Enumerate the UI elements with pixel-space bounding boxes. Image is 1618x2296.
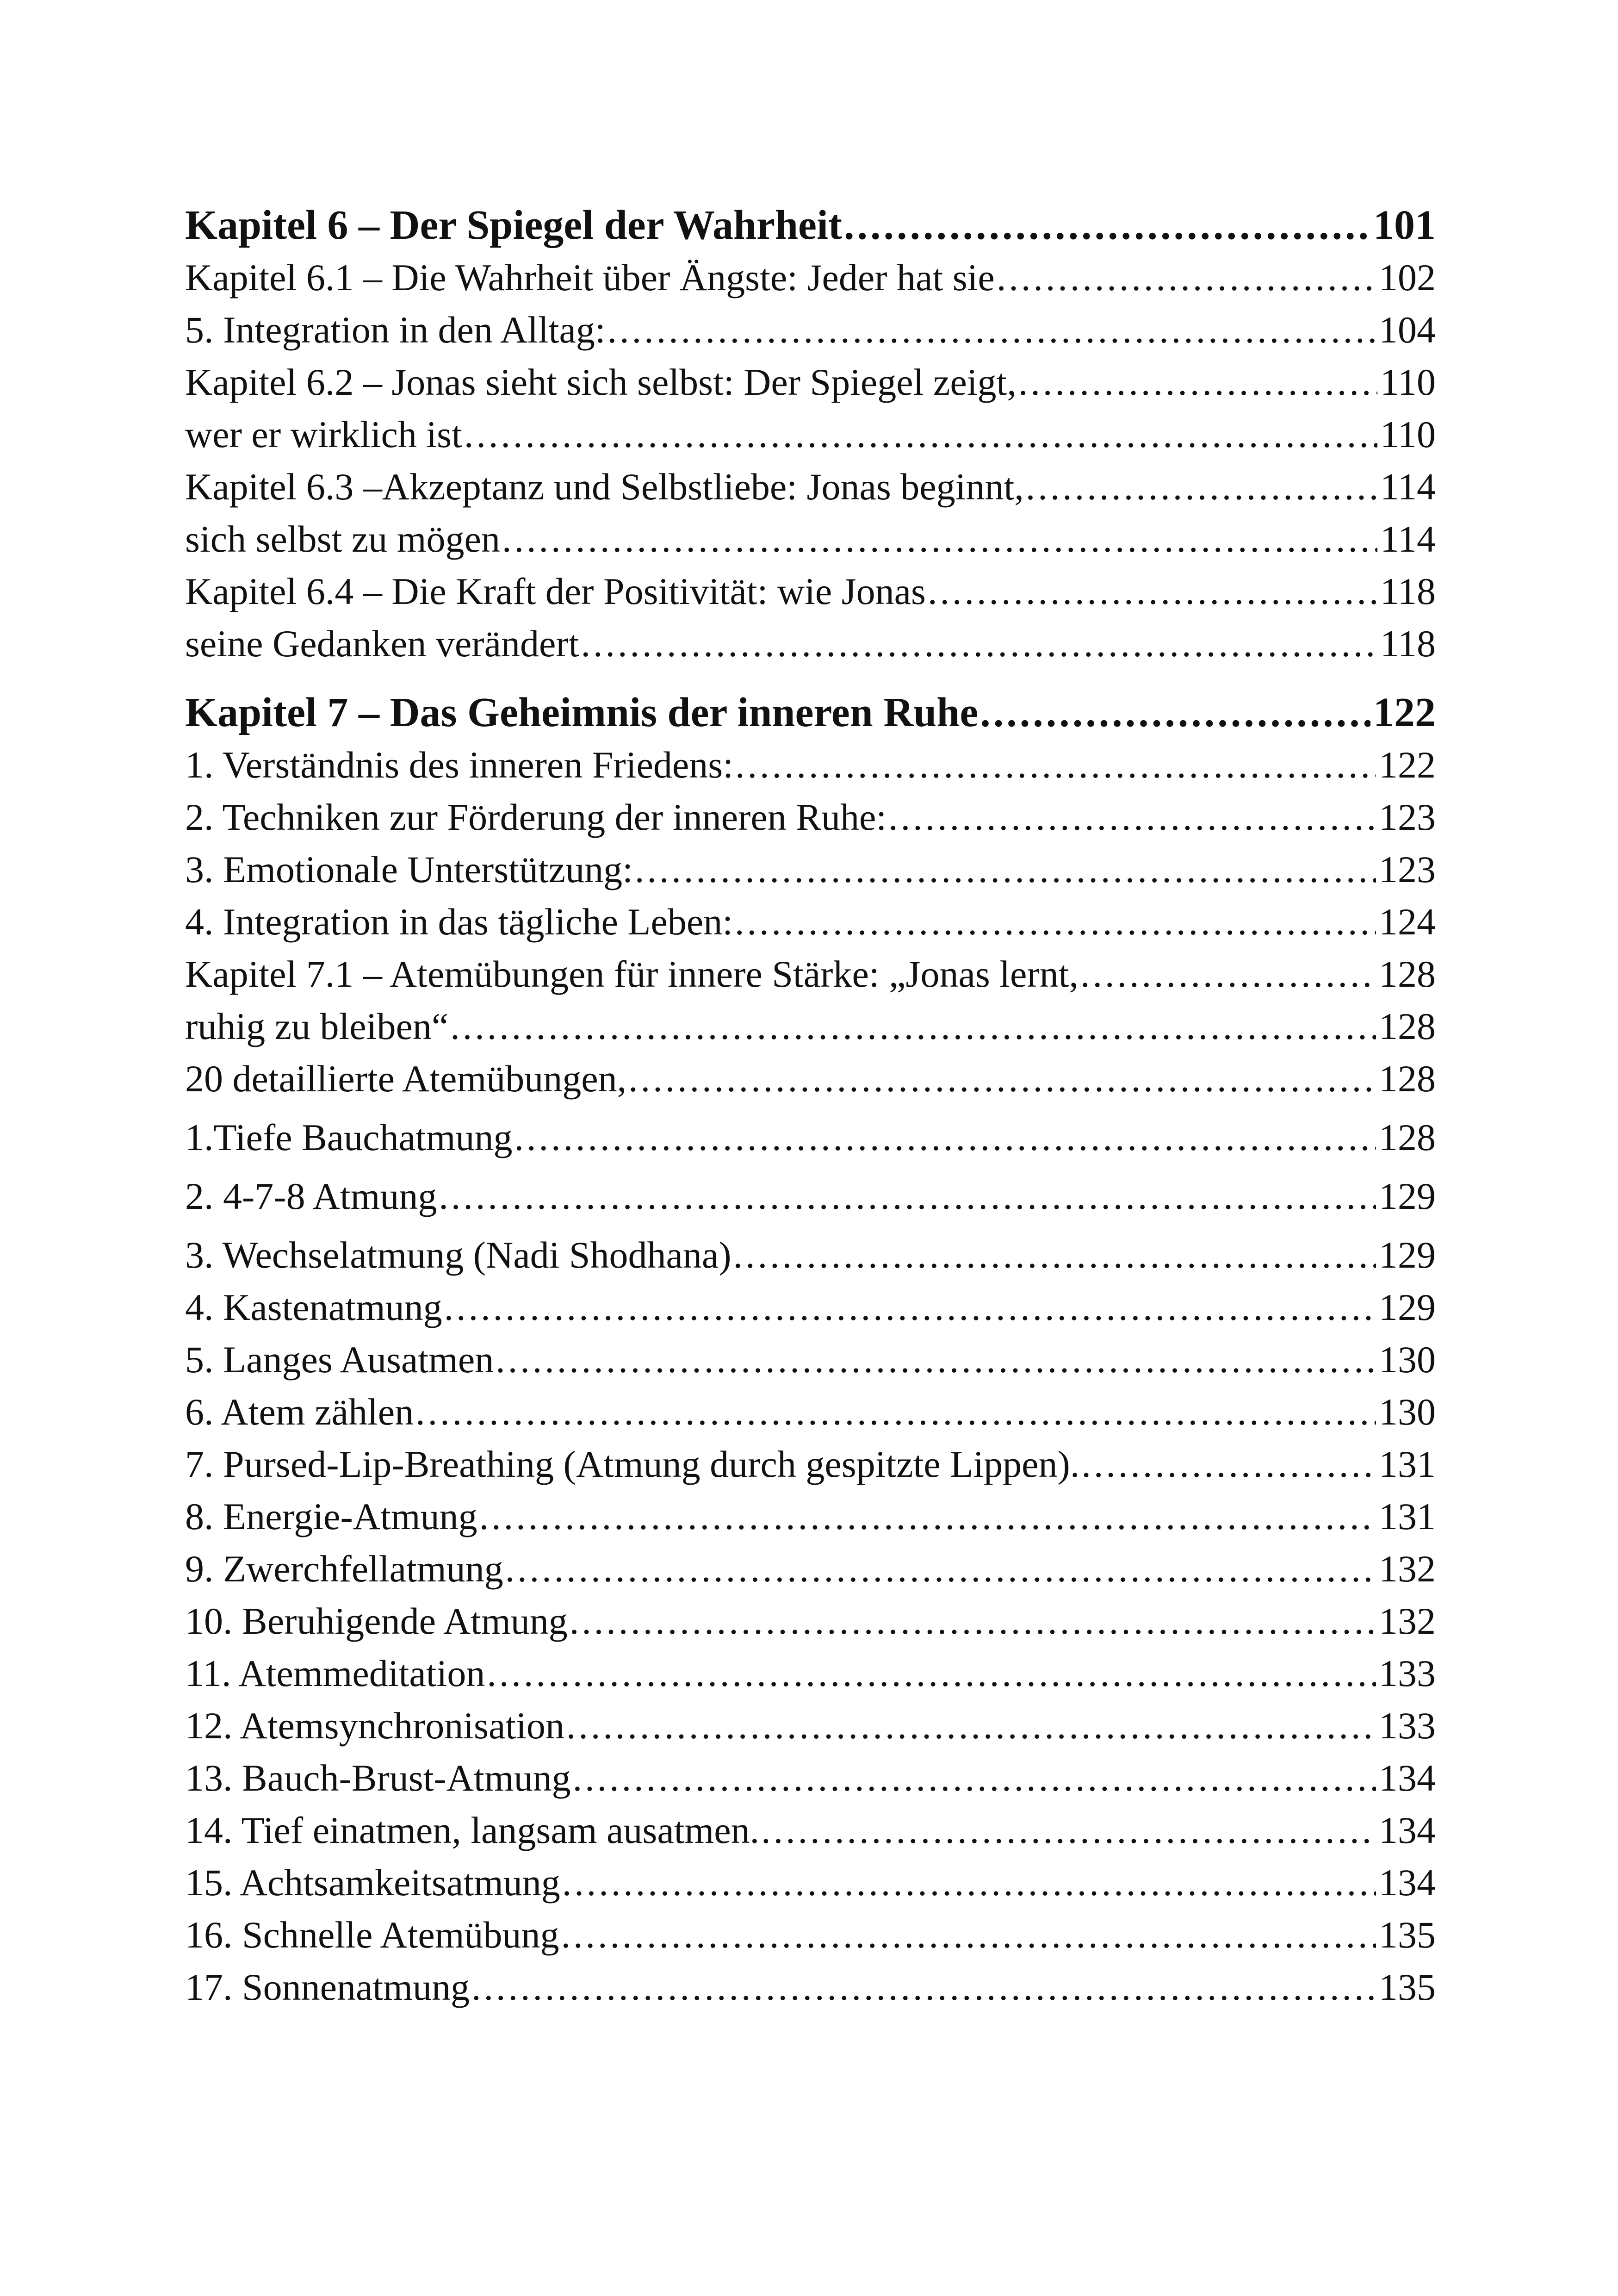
dot-leader — [415, 1386, 1376, 1438]
toc-page-number: 129 — [1379, 1234, 1436, 1276]
toc-page-number: 110 — [1380, 361, 1436, 403]
toc-page-number: 118 — [1380, 622, 1436, 665]
toc-entry-title: Kapitel 6.1 – Die Wahrheit über Ängste: Jeder hat sie — [185, 256, 995, 299]
dot-leader — [1018, 356, 1377, 408]
toc-entry-title: 15. Achtsamkeitsatmung — [185, 1861, 560, 1904]
toc-entry-title: 9. Zwerchfellatmung — [185, 1548, 503, 1590]
toc-entry[interactable] — [185, 1386, 1436, 1438]
dot-leader — [1081, 1438, 1376, 1490]
toc-entry-title: 13. Bauch-Brust-Atmung — [185, 1757, 571, 1799]
toc-page-number: 114 — [1380, 518, 1436, 560]
dot-leader — [928, 565, 1377, 617]
toc-entry[interactable] — [185, 1052, 1436, 1105]
toc-page-number: 134 — [1379, 1861, 1436, 1904]
dot-leader — [515, 1111, 1376, 1164]
toc-entry[interactable] — [185, 1490, 1436, 1543]
toc-page-number: 133 — [1379, 1652, 1436, 1694]
dot-leader — [608, 304, 1376, 356]
toc-entry[interactable] — [185, 1000, 1436, 1052]
toc-entry-title: seine Gedanken verändert — [185, 622, 579, 665]
dot-leader — [735, 739, 1376, 791]
toc-entry-title: 10. Beruhigende Atmung — [185, 1600, 568, 1642]
toc-page-number: 134 — [1379, 1809, 1436, 1851]
toc-page-number: 135 — [1379, 1914, 1436, 1956]
toc-entry-title: 14. Tief einatmen, langsam ausatmen. — [185, 1809, 760, 1851]
dot-leader — [450, 1000, 1376, 1052]
toc-entry-title: 7. Pursed-Lip-Breathing (Atmung durch gespitzte Lippen). — [185, 1443, 1080, 1485]
toc-entry-title: 12. Atemsynchronisation — [185, 1705, 564, 1747]
toc-entry[interactable] — [185, 1229, 1436, 1281]
toc-page-number: 123 — [1379, 848, 1436, 890]
toc-page-number: 135 — [1379, 1966, 1436, 2008]
toc-entry-title: 5. Integration in den Alltag: — [185, 309, 606, 351]
toc-page-number: 131 — [1379, 1443, 1436, 1485]
toc-entry[interactable] — [185, 1856, 1436, 1909]
toc-page-number: 122 — [1379, 744, 1436, 786]
toc-entry-title: 5. Langes Ausatmen — [185, 1338, 494, 1381]
dot-leader — [844, 199, 1370, 251]
toc-entry[interactable] — [185, 304, 1436, 356]
dot-leader — [761, 1804, 1376, 1856]
toc-entry-title: 16. Schnelle Atemübung — [185, 1914, 559, 1956]
toc-entry[interactable] — [185, 1438, 1436, 1490]
toc-page-number: 102 — [1379, 256, 1436, 299]
toc-page-number: 101 — [1373, 202, 1436, 248]
toc-page-number: 132 — [1379, 1548, 1436, 1590]
toc-entry-title: 20 detaillierte Atemübungen, — [185, 1058, 627, 1100]
toc-entry[interactable] — [185, 1595, 1436, 1647]
dot-leader — [581, 617, 1377, 670]
toc-page-number: 124 — [1379, 901, 1436, 943]
toc-entry[interactable] — [185, 251, 1436, 304]
dot-leader — [733, 1229, 1376, 1281]
toc-entry-title: Kapitel 7.1 – Atemübungen für innere Stärke: „Jonas lernt, — [185, 953, 1079, 995]
toc-entry-title: 2. Techniken zur Förderung der inneren Ruhe: — [185, 796, 887, 838]
toc-page-number: 128 — [1379, 1116, 1436, 1158]
toc-entry-title: 17. Sonnenatmung — [185, 1966, 470, 2008]
toc-entry-title: 3. Wechselatmung (Nadi Shodhana) — [185, 1234, 732, 1276]
toc-page-number: 122 — [1373, 690, 1436, 735]
toc-entry-title: Kapitel 7 – Das Geheimnis der inneren Ruhe — [185, 690, 979, 735]
dot-leader — [635, 843, 1376, 896]
toc-entry-title: 3. Emotionale Unterstützung: — [185, 848, 633, 890]
toc-chapter-6[interactable] — [185, 199, 1436, 251]
dot-leader — [502, 513, 1377, 565]
toc-entry-title: wer er wirklich ist — [185, 413, 462, 455]
table-of-contents — [185, 199, 1436, 2013]
toc-page-number: 132 — [1379, 1600, 1436, 1642]
dot-leader — [573, 1752, 1376, 1804]
dot-leader — [496, 1333, 1376, 1386]
toc-entry[interactable] — [185, 791, 1436, 843]
toc-page-number: 133 — [1379, 1705, 1436, 1747]
toc-entry[interactable] — [185, 1170, 1436, 1222]
toc-entry[interactable] — [185, 513, 1436, 565]
toc-entry[interactable] — [185, 1543, 1436, 1595]
toc-entry-title: 1.Tiefe Bauchatmung — [185, 1116, 513, 1158]
toc-page-number: 123 — [1379, 796, 1436, 838]
toc-entry-title: 4. Kastenatmung — [185, 1286, 442, 1328]
dot-leader — [505, 1543, 1376, 1595]
toc-page-number: 104 — [1379, 309, 1436, 351]
toc-entry-title: Kapitel 6.3 –Akzeptanz und Selbstliebe: Jonas beginnt, — [185, 466, 1024, 508]
dot-leader — [561, 1909, 1376, 1961]
dot-leader — [997, 251, 1376, 304]
toc-entry-title: 6. Atem zählen — [185, 1391, 414, 1433]
toc-entry[interactable] — [185, 1647, 1436, 1699]
dot-leader — [471, 1961, 1376, 2013]
toc-entry[interactable] — [185, 408, 1436, 460]
toc-entry-title: Kapitel 6.4 – Die Kraft der Positivität: wie Jonas — [185, 570, 926, 612]
dot-leader — [479, 1490, 1376, 1543]
toc-entry[interactable] — [185, 356, 1436, 408]
toc-page-number: 130 — [1379, 1391, 1436, 1433]
toc-page-number: 130 — [1379, 1338, 1436, 1381]
toc-page-number: 129 — [1379, 1175, 1436, 1217]
dot-leader — [570, 1595, 1376, 1647]
dot-leader — [628, 1052, 1376, 1105]
toc-entry-title: 11. Atemmeditation — [185, 1652, 485, 1694]
toc-entry[interactable] — [185, 617, 1436, 670]
toc-page-number: 128 — [1379, 1058, 1436, 1100]
toc-entry-title: ruhig zu bleiben“ — [185, 1005, 449, 1047]
toc-entry-title: sich selbst zu mögen — [185, 518, 500, 560]
toc-page-number: 129 — [1379, 1286, 1436, 1328]
dot-leader — [735, 896, 1376, 948]
toc-entry[interactable] — [185, 739, 1436, 791]
toc-page-number: 128 — [1379, 953, 1436, 995]
toc-entry[interactable] — [185, 1752, 1436, 1804]
toc-page-number: 110 — [1380, 413, 1436, 455]
toc-entry-title: 4. Integration in das tägliche Leben: — [185, 901, 733, 943]
dot-leader — [439, 1170, 1376, 1222]
toc-entry[interactable] — [185, 1111, 1436, 1164]
toc-entry[interactable] — [185, 1961, 1436, 2013]
dot-leader — [562, 1856, 1376, 1909]
dot-leader — [888, 791, 1376, 843]
toc-page-number: 131 — [1379, 1495, 1436, 1537]
toc-page-number: 134 — [1379, 1757, 1436, 1799]
toc-entry-title: 8. Energie-Atmung — [185, 1495, 477, 1537]
toc-page-number: 114 — [1380, 466, 1436, 508]
toc-entry[interactable] — [185, 1281, 1436, 1333]
toc-entry-title: 1. Verständnis des inneren Friedens: — [185, 744, 733, 786]
dot-leader — [566, 1699, 1376, 1752]
dot-leader — [487, 1647, 1376, 1699]
toc-entry[interactable] — [185, 1699, 1436, 1752]
toc-entry[interactable] — [185, 565, 1436, 617]
toc-entry[interactable] — [185, 460, 1436, 513]
dot-leader — [980, 686, 1370, 739]
toc-page-number: 118 — [1380, 570, 1436, 612]
toc-page-number: 128 — [1379, 1005, 1436, 1047]
toc-entry-title: Kapitel 6 – Der Spiegel der Wahrheit — [185, 202, 842, 248]
dot-leader — [1080, 948, 1376, 1000]
toc-chapter-7[interactable] — [185, 686, 1436, 739]
toc-entry-title: 2. 4-7-8 Atmung — [185, 1175, 437, 1217]
toc-entry[interactable] — [185, 896, 1436, 948]
toc-entry[interactable] — [185, 948, 1436, 1000]
dot-leader — [1026, 460, 1377, 513]
toc-entry-title: Kapitel 6.2 – Jonas sieht sich selbst: Der Spiegel zeigt, — [185, 361, 1017, 403]
dot-leader — [444, 1281, 1376, 1333]
toc-entry[interactable] — [185, 1909, 1436, 1961]
toc-entry[interactable] — [185, 1333, 1436, 1386]
toc-entry[interactable] — [185, 843, 1436, 896]
dot-leader — [464, 408, 1377, 460]
toc-entry[interactable] — [185, 1804, 1436, 1856]
